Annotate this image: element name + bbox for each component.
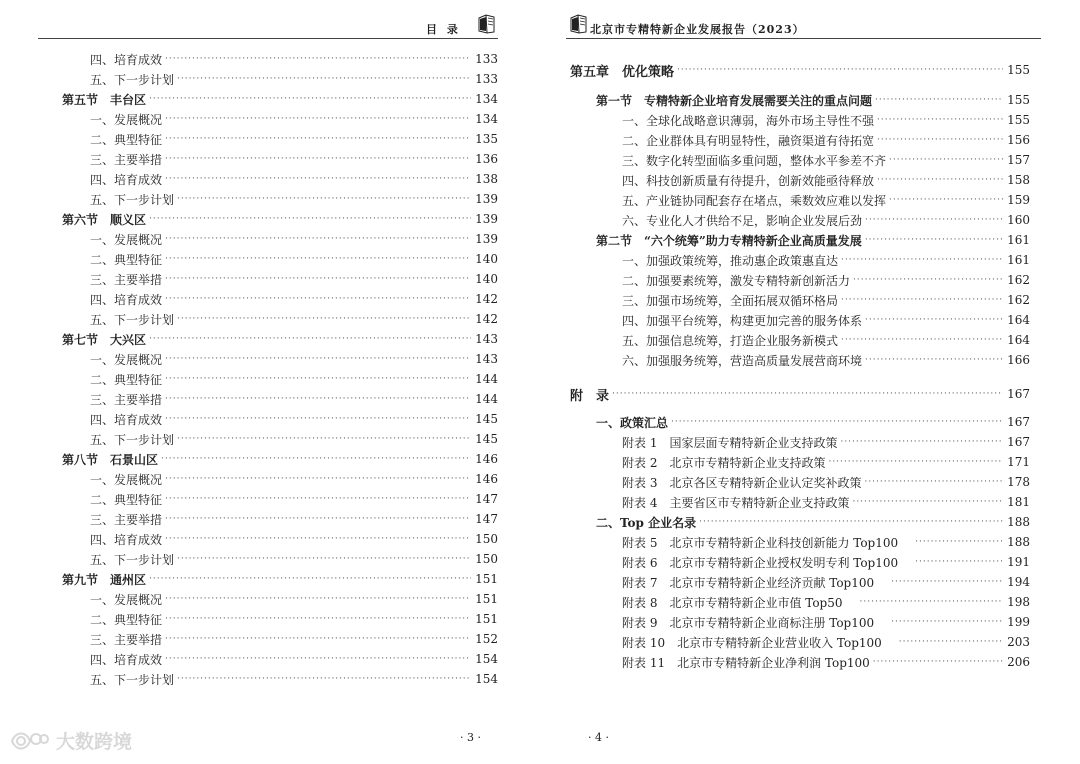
toc-entry-page: 151 (475, 612, 498, 626)
toc-entry[interactable] (622, 652, 1030, 672)
toc-entry-page: 134 (475, 92, 498, 106)
toc-entry-title: 四、加强平台统筹，构建更加完善的服务体系 (622, 313, 863, 328)
dot-leader (177, 74, 471, 84)
toc-entry-title: 一、发展概况 (90, 472, 163, 487)
dot-leader (149, 334, 471, 344)
dot-leader (864, 477, 1003, 487)
toc-entry-title: 一、加强政策统筹，推动惠企政策惠直达 (622, 253, 839, 268)
toc-entry-title: 一、发展概况 (90, 232, 163, 247)
page-number-footer: · 4 · (588, 731, 609, 744)
toc-entry-title: 四、培育成效 (90, 532, 163, 547)
toc-entry-page: 146 (475, 472, 498, 486)
dot-leader (165, 114, 471, 124)
dot-leader (149, 574, 471, 584)
toc-entry-page: 155 (1007, 93, 1030, 107)
toc-entry[interactable] (90, 49, 498, 69)
toc-entry-page: 161 (1007, 233, 1030, 247)
toc-entry-title: 二、典型特征 (90, 372, 163, 387)
toc-entry-title: 三、主要举措 (90, 392, 163, 407)
dot-leader (165, 254, 471, 264)
toc-entry[interactable] (622, 532, 1030, 552)
dot-leader (165, 474, 471, 484)
toc-entry-title: 五、加强信息统筹，打造企业服务新模式 (622, 333, 839, 348)
toc-entry-title: 六、加强服务统筹，营造高质量发展营商环境 (622, 353, 863, 368)
toc-entry[interactable] (622, 210, 1030, 230)
toc-entry-title: 第二节 “六个统筹”助力专精特新企业高质量发展 (596, 233, 862, 248)
toc-entry[interactable] (622, 612, 1030, 632)
toc-entry[interactable] (90, 509, 498, 529)
toc-entry-title: 二、典型特征 (90, 492, 163, 507)
toc-entry-page: 144 (475, 392, 498, 406)
dot-leader (161, 454, 471, 464)
toc-entry-title: 二、典型特征 (90, 252, 163, 267)
toc-entry[interactable] (90, 429, 498, 449)
dot-leader (165, 594, 471, 604)
toc-entry-page: 151 (475, 572, 498, 586)
toc-entry[interactable] (622, 190, 1030, 210)
toc-entry-page: 142 (475, 292, 498, 306)
toc-entry[interactable] (90, 669, 498, 689)
book-icon (478, 14, 495, 34)
dot-leader (165, 234, 471, 244)
toc-entry[interactable] (596, 412, 1030, 432)
dot-leader (177, 434, 471, 444)
toc-entry-title: 第一节 专精特新企业培育发展需要关注的重点问题 (596, 93, 873, 108)
dot-leader (177, 314, 471, 324)
dot-leader (865, 215, 1003, 225)
toc-entry-title: 五、下一步计划 (90, 552, 175, 567)
dot-leader (165, 134, 471, 144)
toc-entry-page: 167 (1007, 387, 1030, 401)
toc-entry-title: 三、数字化转型面临多重问题，整体水平参差不齐 (622, 153, 887, 168)
page-header-title: 目 录 (426, 23, 461, 36)
toc-entry[interactable] (596, 90, 1030, 110)
toc-entry-title: 一、发展概况 (90, 352, 163, 367)
toc-entry-title: 一、发展概况 (90, 592, 163, 607)
dot-leader (873, 657, 1003, 667)
toc-entry-page: 188 (1007, 515, 1030, 529)
dot-leader (877, 115, 1003, 125)
dot-leader (889, 155, 1003, 165)
toc-entry[interactable] (622, 472, 1030, 492)
toc-entry[interactable] (90, 529, 498, 549)
toc-entry-page: 166 (1007, 353, 1030, 367)
toc-entry[interactable] (90, 129, 498, 149)
toc-entry[interactable] (90, 629, 498, 649)
toc-entry[interactable] (90, 249, 498, 269)
dot-leader (165, 414, 471, 424)
toc-entry-title: 二、典型特征 (90, 132, 163, 147)
dot-leader (853, 275, 1003, 285)
toc-entry-title: 附表 4 主要省区市专精特新企业支持政策 (622, 495, 850, 510)
dot-leader (852, 497, 1003, 507)
toc-entry-page: 158 (1007, 173, 1030, 187)
toc-entry-title: 四、培育成效 (90, 292, 163, 307)
toc-entry[interactable] (90, 269, 498, 289)
toc-entry[interactable] (90, 69, 498, 89)
watermark (10, 727, 132, 754)
toc-entry[interactable] (622, 150, 1030, 170)
dot-leader (841, 255, 1003, 265)
toc-entry[interactable] (622, 330, 1030, 350)
toc-entry-title: 一、全球化战略意识薄弱，海外市场主导性不强 (622, 113, 875, 128)
toc-entry-page: 138 (475, 172, 498, 186)
dot-leader (841, 295, 1003, 305)
toc-entry-title: 一、政策汇总 (596, 415, 669, 430)
header-rule (38, 38, 498, 39)
dot-leader (165, 534, 471, 544)
toc-entry-page: 203 (1007, 635, 1030, 649)
dot-leader (841, 335, 1003, 345)
toc-entry-title: 二、加强要素统筹，激发专精特新创新活力 (622, 273, 851, 288)
dot-leader (165, 354, 471, 364)
toc-entry-title: 三、主要举措 (90, 152, 163, 167)
toc-entry-page: 143 (475, 332, 498, 346)
dot-leader (891, 617, 1003, 627)
toc-entry-page: 139 (475, 232, 498, 246)
toc-entry-title: 附表 3 北京各区专精特新企业认定奖补政策 (622, 475, 862, 490)
toc-entry-page: 140 (475, 272, 498, 286)
dot-leader (889, 195, 1003, 205)
toc-entry[interactable] (622, 452, 1030, 472)
toc-entry-page: 155 (1007, 113, 1030, 127)
book-icon (570, 14, 587, 34)
page-header-title: 北京市专精特新企业发展报告（2023） (590, 23, 805, 36)
toc-entry-page: 151 (475, 592, 498, 606)
toc-entry[interactable] (622, 130, 1030, 150)
toc-entry-page: 133 (475, 72, 498, 86)
toc-entry-page: 157 (1007, 153, 1030, 167)
dot-leader (828, 457, 1003, 467)
toc-entry-title: 附表 6 北京市专精特新企业授权发明专利 Top100 (622, 555, 899, 570)
toc-entry[interactable] (62, 449, 498, 469)
toc-entry-page: 154 (475, 652, 498, 666)
dot-leader (165, 654, 471, 664)
toc-entry-title: 五、下一步计划 (90, 312, 175, 327)
toc-entry[interactable] (622, 592, 1030, 612)
dot-leader (165, 374, 471, 384)
toc-entry-page: 144 (475, 372, 498, 386)
toc-entry-title: 第五章 优化策略 (570, 64, 675, 80)
dot-leader (915, 537, 1003, 547)
dot-leader (875, 95, 1003, 105)
toc-entry-title: 第九节 通州区 (62, 572, 147, 587)
dot-leader (177, 674, 471, 684)
dot-leader (177, 194, 471, 204)
toc-entry-page: 156 (1007, 133, 1030, 147)
toc-entry[interactable] (62, 569, 498, 589)
toc-entry-page: 159 (1007, 193, 1030, 207)
toc-entry[interactable] (90, 229, 498, 249)
toc-entry-title: 第七节 大兴区 (62, 332, 147, 347)
dot-leader (671, 417, 1003, 427)
toc-entry-title: 第五节 丰台区 (62, 92, 147, 107)
toc-entry[interactable] (622, 270, 1030, 290)
toc-entry-page: 161 (1007, 253, 1030, 267)
toc-entry-title: 附表 8 北京市专精特新企业市值 Top50 (622, 595, 843, 610)
toc-entry-page: 178 (1007, 475, 1030, 489)
dot-leader (865, 315, 1003, 325)
toc-entry[interactable] (90, 589, 498, 609)
toc-entry-title: 二、企业群体具有明显特性，融资渠道有待拓宽 (622, 133, 875, 148)
toc-entry-title: 附表 1 国家层面专精特新企业支持政策 (622, 435, 838, 450)
toc-entry-title: 三、主要举措 (90, 632, 163, 647)
toc-entry[interactable] (596, 230, 1030, 250)
toc-entry[interactable] (90, 169, 498, 189)
toc-entry[interactable] (622, 552, 1030, 572)
toc-entry[interactable] (622, 250, 1030, 270)
toc-entry-title: 二、典型特征 (90, 612, 163, 627)
toc-entry-page: 143 (475, 352, 498, 366)
toc-entry-page: 142 (475, 312, 498, 326)
toc-entry-title: 附表 7 北京市专精特新企业经济贡献 Top100 (622, 575, 875, 590)
toc-entry-title: 四、培育成效 (90, 172, 163, 187)
toc-entry-title: 一、发展概况 (90, 112, 163, 127)
dot-leader (165, 634, 471, 644)
toc-entry-page: 188 (1007, 535, 1030, 549)
dot-leader (699, 517, 1003, 527)
toc-entry-page: 198 (1007, 595, 1030, 609)
toc-entry-page: 146 (475, 452, 498, 466)
toc-entry[interactable] (622, 492, 1030, 512)
toc-entry-title: 附表 9 北京市专精特新企业商标注册 Top100 (622, 615, 875, 630)
toc-entry-title: 附表 5 北京市专精特新企业科技创新能力 Top100 (622, 535, 899, 550)
toc-entry[interactable] (622, 310, 1030, 330)
toc-entry-page: 162 (1007, 273, 1030, 287)
toc-entry[interactable] (622, 632, 1030, 652)
toc-entry-page: 164 (1007, 333, 1030, 347)
right-page (540, 0, 1080, 764)
toc-entry-page: 134 (475, 112, 498, 126)
toc-entry-title: 附表 11 北京市专精特新企业净利润 Top100 (622, 655, 870, 670)
dot-leader (165, 274, 471, 284)
toc-entry[interactable] (622, 110, 1030, 130)
toc-entry-page: 191 (1007, 555, 1030, 569)
dot-leader (149, 214, 471, 224)
header-rule (566, 38, 1041, 39)
toc-entry[interactable] (62, 209, 498, 229)
toc-entry-title: 附 录 (570, 388, 610, 404)
toc-entry[interactable] (90, 289, 498, 309)
toc-entry[interactable] (90, 109, 498, 129)
toc-entry-page: 136 (475, 152, 498, 166)
toc-entry-page: 147 (475, 492, 498, 506)
toc-entry-title: 三、加强市场统筹，全面拓展双循环格局 (622, 293, 839, 308)
toc-entry[interactable] (90, 469, 498, 489)
toc-entry[interactable] (90, 189, 498, 209)
toc-entry-page: 145 (475, 412, 498, 426)
dot-leader (840, 437, 1003, 447)
toc-entry-page: 171 (1007, 455, 1030, 469)
toc-entry-page: 139 (475, 212, 498, 226)
toc-entry-title: 五、下一步计划 (90, 192, 175, 207)
watermark-text: 大数跨境 (56, 731, 133, 753)
toc-entry[interactable] (622, 290, 1030, 310)
toc-entry[interactable] (596, 512, 1030, 532)
dot-leader (165, 154, 471, 164)
toc-entry-page: 162 (1007, 293, 1030, 307)
toc-entry[interactable] (90, 409, 498, 429)
dot-leader (915, 557, 1003, 567)
toc-entry[interactable] (570, 60, 1030, 80)
toc-entry-title: 四、培育成效 (90, 652, 163, 667)
toc-entry-page: 139 (475, 192, 498, 206)
dot-leader (165, 174, 471, 184)
toc-entry[interactable] (622, 350, 1030, 370)
toc-entry-page: 181 (1007, 495, 1030, 509)
dot-leader (165, 54, 471, 64)
toc-entry-page: 199 (1007, 615, 1030, 629)
toc-entry-page: 152 (475, 632, 498, 646)
toc-entry-page: 164 (1007, 313, 1030, 327)
toc-entry-title: 第八节 石景山区 (62, 452, 159, 467)
toc-entry[interactable] (622, 432, 1030, 452)
toc-entry-title: 六、专业化人才供给不足，影响企业发展后劲 (622, 213, 863, 228)
toc-entry-title: 五、下一步计划 (90, 672, 175, 687)
dot-leader (860, 597, 1004, 607)
toc-entry-page: 167 (1007, 415, 1030, 429)
toc-entry-page: 206 (1007, 655, 1030, 669)
dot-leader (165, 614, 471, 624)
toc-entry[interactable] (570, 384, 1030, 404)
toc-entry-title: 附表 10 北京市专精特新企业营业收入 Top100 (622, 635, 882, 650)
toc-entry-title: 四、科技创新质量有待提升，创新效能亟待释放 (622, 173, 875, 188)
toc-entry-title: 五、下一步计划 (90, 432, 175, 447)
dot-leader (865, 235, 1003, 245)
toc-entry[interactable] (90, 369, 498, 389)
toc-entry-page: 160 (1007, 213, 1030, 227)
toc-entry-title: 第六节 顺义区 (62, 212, 147, 227)
toc-entry[interactable] (62, 89, 498, 109)
toc-entry[interactable] (90, 549, 498, 569)
page-number-footer: · 3 · (460, 731, 481, 744)
dot-leader (177, 554, 471, 564)
dot-leader (165, 514, 471, 524)
toc-entry[interactable] (90, 349, 498, 369)
dot-leader (165, 294, 471, 304)
toc-entry-title: 五、下一步计划 (90, 72, 175, 87)
dot-leader (677, 65, 1003, 75)
toc-entry-page: 133 (475, 52, 498, 66)
toc-entry-page: 135 (475, 132, 498, 146)
dot-leader (891, 577, 1003, 587)
toc-entry-title: 三、主要举措 (90, 512, 163, 527)
toc-entry-page: 167 (1007, 435, 1030, 449)
dot-leader (865, 355, 1003, 365)
toc-entry-title: 二、Top 企业名录 (596, 515, 697, 530)
toc-entry[interactable] (90, 149, 498, 169)
toc-entry[interactable] (622, 572, 1030, 592)
toc-entry-page: 194 (1007, 575, 1030, 589)
toc-entry-page: 147 (475, 512, 498, 526)
toc-entry-page: 150 (475, 532, 498, 546)
toc-entry-title: 三、主要举措 (90, 272, 163, 287)
dot-leader (165, 394, 471, 404)
dot-leader (899, 637, 1003, 647)
toc-entry[interactable] (90, 489, 498, 509)
dot-leader (877, 175, 1003, 185)
toc-entry[interactable] (90, 309, 498, 329)
toc-entry-page: 155 (1007, 63, 1030, 77)
toc-entry-page: 145 (475, 432, 498, 446)
toc-entry-title: 五、产业链协同配套存在堵点，乘数效应难以发挥 (622, 193, 887, 208)
eye-logo-icon (10, 729, 50, 753)
toc-entry-title: 附表 2 北京市专精特新企业支持政策 (622, 455, 826, 470)
toc-entry-page: 154 (475, 672, 498, 686)
dot-leader (149, 94, 471, 104)
toc-entry-page: 140 (475, 252, 498, 266)
toc-entry[interactable] (62, 329, 498, 349)
toc-entry[interactable] (622, 170, 1030, 190)
dot-leader (877, 135, 1003, 145)
dot-leader (612, 389, 1003, 399)
toc-entry[interactable] (90, 389, 498, 409)
toc-entry[interactable] (90, 649, 498, 669)
toc-entry-title: 四、培育成效 (90, 412, 163, 427)
dot-leader (165, 494, 471, 504)
toc-entry-title: 四、培育成效 (90, 52, 163, 67)
toc-entry[interactable] (90, 609, 498, 629)
toc-entry-page: 150 (475, 552, 498, 566)
